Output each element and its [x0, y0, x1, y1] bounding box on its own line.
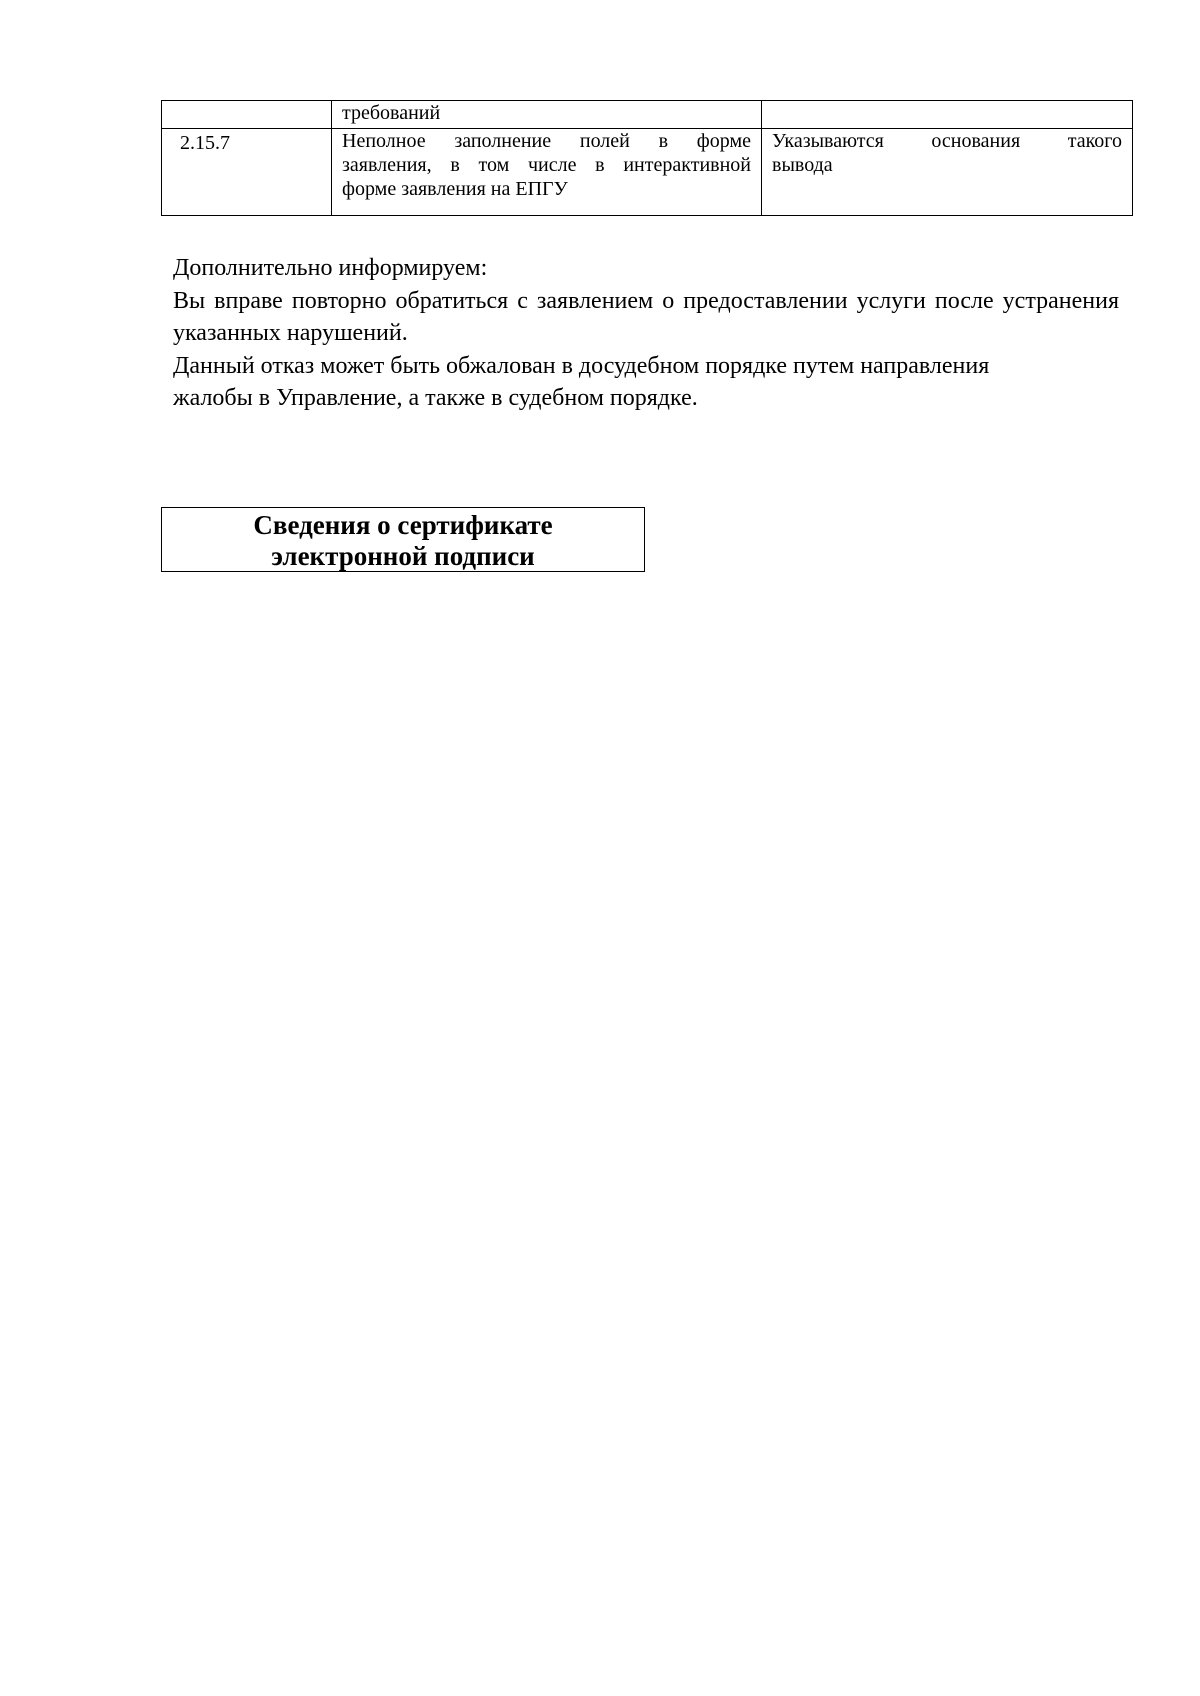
info-heading: Дополнительно информируем: [173, 255, 488, 281]
reason-text-line: заявления, в том числе в интерактивной [342, 154, 751, 176]
reason-text-cell [332, 129, 762, 216]
reason-text-line: Неполное заполнение полей в форме [342, 130, 751, 152]
explanation-text-line: Указываются основания такого [772, 130, 1122, 152]
reason-number-cell: 2.15.7 [162, 129, 332, 216]
table-row [162, 101, 1133, 129]
refusal-reasons-table [161, 100, 1133, 216]
explanation-text-line: вывода [772, 154, 833, 176]
additional-info [173, 252, 1119, 415]
certificate-box-title-line: Сведения о сертификате [253, 510, 553, 540]
certificate-box-title-line: электронной подписи [271, 541, 535, 571]
reason-number-cell [162, 101, 332, 129]
explanation-cell [762, 101, 1133, 129]
info-paragraph-appeal-line: Данный отказ может быть обжалован в досудебном порядке путем направления [173, 352, 990, 379]
info-paragraph-repeat-application: Вы вправе повторно обратиться с заявлением о предоставлении услуги после устранения указанных нарушений. [173, 287, 1119, 346]
reason-text-line: форме заявления на ЕПГУ [342, 178, 568, 200]
table-row [162, 129, 1133, 216]
explanation-cell [762, 129, 1133, 216]
reason-text-cell [332, 101, 762, 129]
signature-certificate-box [161, 507, 645, 572]
reason-text: требований [342, 102, 441, 124]
info-paragraph-appeal-line: жалобы в Управление, а также в судебном порядке. [173, 385, 698, 411]
